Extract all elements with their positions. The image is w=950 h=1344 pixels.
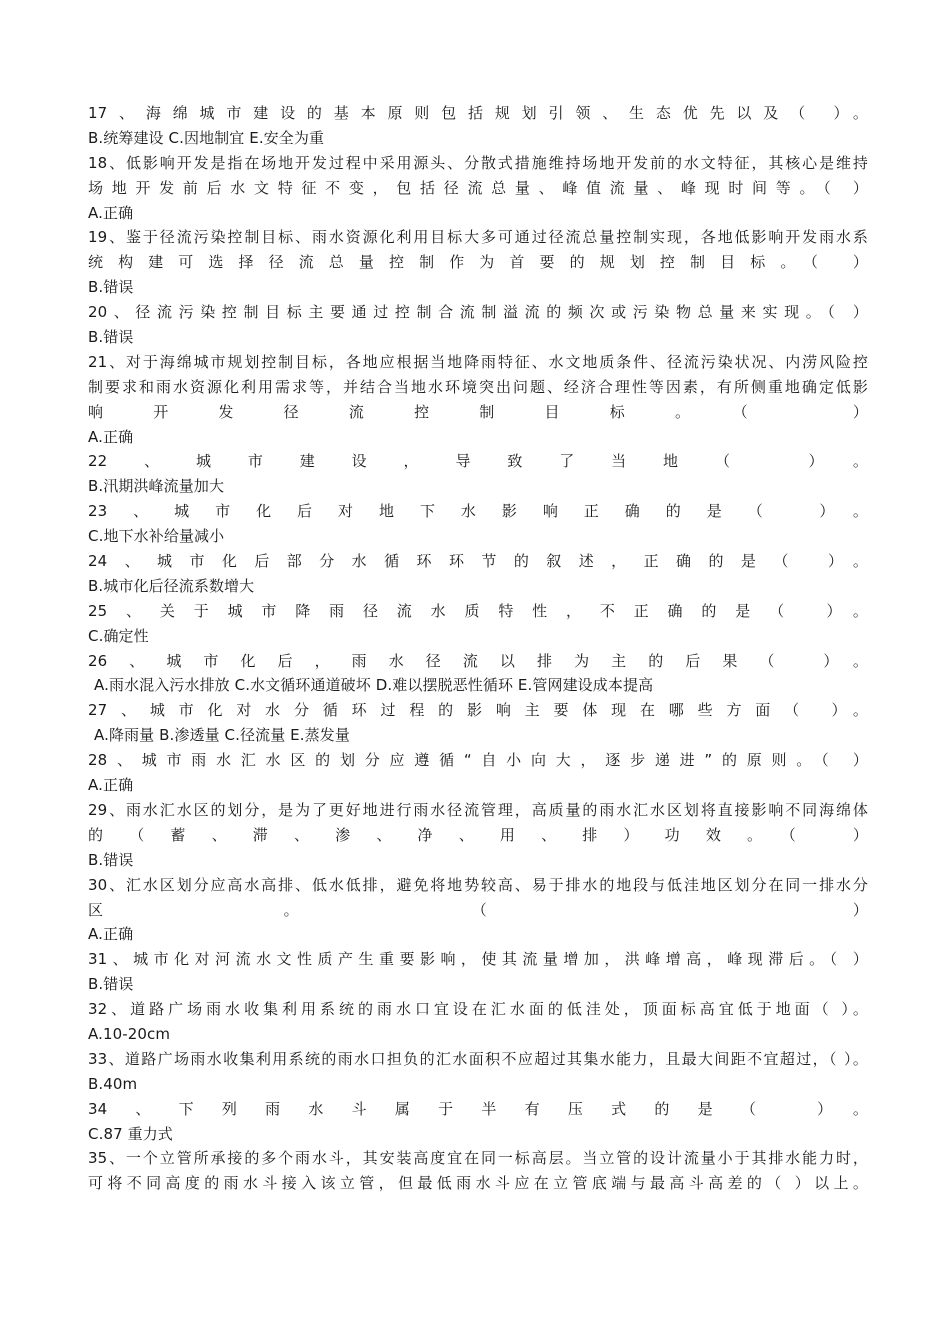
question-text: 29、雨水汇水区的划分，是为了更好地进行雨水径流管理，高质量的雨水汇水区划将直接影响不同海绵体 — [88, 800, 868, 819]
answer-text: B.汛期洪峰流量加大 — [88, 477, 225, 496]
question-item — [88, 101, 868, 151]
answer-text: A.正确 — [88, 776, 134, 795]
question-item — [88, 151, 868, 226]
question-item — [88, 698, 868, 748]
question-text: 27、城市化对水分循环过程的影响主要体现在哪些方面（ ）。 — [88, 701, 868, 720]
question-text: 33、道路广场雨水收集利用系统的雨水口担负的汇水面积不应超过其集水能力，且最大间距不宜超过，（ ）。 — [88, 1049, 868, 1068]
question-item — [88, 748, 868, 798]
question-text: 30、汇水区划分应高水高排、低水低排，避免将地势较高、易于排水的地段与低洼地区划分在同一排水分 — [88, 875, 868, 894]
question-text: 17、海绵城市建设的基本原则包括规划引领、生态优先以及（ ）。 — [88, 104, 868, 122]
question-text: 统构建可选择径流总量控制作为首要的规划控制目标。（ ） — [88, 253, 868, 272]
answer-text: A.正确 — [88, 427, 134, 446]
question-text: 26、城市化后，雨水径流以排为主的后果（ ）。 — [88, 651, 868, 670]
question-text: 35、一个立管所承接的多个雨水斗，其安装高度宜在同一标高层。当立管的设计流量小于其排水能力时， — [88, 1149, 868, 1168]
question-item — [88, 225, 868, 300]
question-text: 32、道路广场雨水收集利用系统的雨水口宜设在汇水面的低洼处，顶面标高宜低于地面（ ）。 — [88, 1000, 868, 1019]
question-item — [88, 350, 868, 450]
question-text: 可将不同高度的雨水斗接入该立管，但最低雨水斗应在立管底端与最高斗高差的（ ）以上。 — [88, 1174, 868, 1193]
question-item — [88, 499, 868, 549]
question-item — [88, 300, 868, 350]
answer-text: B.城市化后径流系数增大 — [88, 576, 255, 595]
question-item — [88, 449, 868, 499]
question-item — [88, 1097, 868, 1147]
answer-text: B.40m — [88, 1074, 138, 1093]
question-item — [88, 599, 868, 649]
answer-text: A.正确 — [88, 925, 134, 944]
answer-text: C.确定性 — [88, 626, 149, 645]
answer-text: B.错误 — [88, 975, 134, 994]
answer-text: B.错误 — [88, 278, 134, 297]
answer-text: A.雨水混入污水排放 C.水文循环通道破坏 D.难以摆脱恶性循环 E.管网建设成本提高 — [94, 676, 654, 695]
question-text: 25、关于城市降雨径流水质特性，不正确的是（ ）。 — [88, 601, 868, 620]
question-item — [88, 873, 868, 948]
answer-text: B.错误 — [88, 328, 134, 347]
question-item — [88, 798, 868, 873]
question-text: 区。（ ） — [88, 900, 868, 919]
question-text: 28、城市雨水汇水区的划分应遵循“自小向大，逐步递进”的原则。（ ） — [88, 751, 868, 770]
answer-text: A.10-20cm — [88, 1024, 171, 1043]
document-page — [88, 101, 868, 1196]
question-text: 21、对于海绵城市规划控制目标，各地应根据当地降雨特征、水文地质条件、径流污染状况、内涝风险控 — [88, 352, 868, 371]
answer-text: B.错误 — [88, 850, 134, 869]
question-text: 20、径流污染控制目标主要通过控制合流制溢流的频次或污染物总量来实现。（ ） — [88, 303, 868, 322]
question-text: 场地开发前后水文特征不变，包括径流总量、峰值流量、峰现时间等。（ ） — [88, 178, 868, 197]
question-text: 34、下列雨水斗属于半有压式的是（ ）。 — [88, 1099, 868, 1118]
question-text: 24、城市化后部分水循环环节的叙述，正确的是（ ）。 — [88, 552, 868, 571]
question-text: 18、低影响开发是指在场地开发过程中采用源头、分散式措施维持场地开发前的水文特征，其核心是维持 — [88, 153, 868, 172]
answer-text: C.87 重力式 — [88, 1124, 173, 1143]
question-item — [88, 1146, 868, 1196]
question-text: 19、鉴于径流污染控制目标、雨水资源化利用目标大多可通过径流总量控制实现，各地低影响开发雨水系 — [88, 228, 868, 247]
question-item — [88, 1047, 868, 1097]
question-text: 响开发径流控制目标。（ ） — [88, 402, 868, 421]
question-item — [88, 997, 868, 1047]
question-text: 23、城市化后对地下水影响正确的是（ ）。 — [88, 502, 868, 521]
answer-text: B.统筹建设 C.因地制宜 E.安全为重 — [88, 128, 325, 147]
question-text: 22、城市建设，导致了当地（ ）。 — [88, 452, 868, 471]
question-text: 制要求和雨水资源化利用需求等，并结合当地水环境突出问题、经济合理性等因素，有所侧重地确定低影 — [88, 377, 868, 396]
question-item — [88, 549, 868, 599]
question-text: 31、城市化对河流水文性质产生重要影响，使其流量增加，洪峰增高，峰现滞后。（ ） — [88, 950, 868, 969]
answer-text: A.正确 — [88, 203, 134, 222]
answer-text: C.地下水补给量减小 — [88, 527, 225, 546]
question-item — [88, 947, 868, 997]
question-item — [88, 649, 868, 699]
question-text: 的（蓄、滞、渗、净、用、排）功效。（ ） — [88, 825, 868, 844]
answer-text: A.降雨量 B.渗透量 C.径流量 E.蒸发量 — [94, 726, 350, 745]
